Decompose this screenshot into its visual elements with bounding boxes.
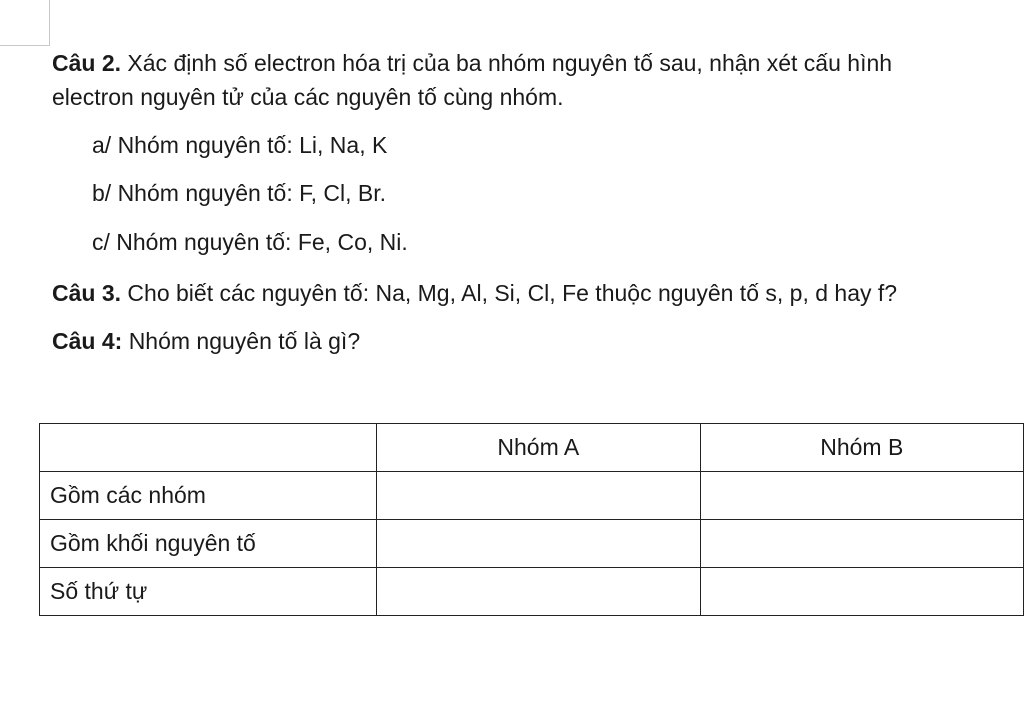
table-header-row xyxy=(40,424,1024,472)
table-header-cell: Nhóm A xyxy=(377,424,700,472)
question-2-label: Câu 2. xyxy=(52,50,122,76)
table-cell xyxy=(700,520,1024,568)
question-2-item-a: a/ Nhóm nguyên tố: Li, Na, K xyxy=(92,132,388,158)
question-2-line-2: electron nguyên tử của các nguyên tố cùng nhóm. xyxy=(52,84,564,110)
question-2-line-1 xyxy=(52,47,892,79)
page-corner-mark xyxy=(0,0,50,46)
table-row xyxy=(40,568,1024,616)
table-header-cell: Nhóm B xyxy=(700,424,1024,472)
table-row xyxy=(40,472,1024,520)
question-3-label: Câu 3. xyxy=(52,280,122,306)
comparison-table xyxy=(39,423,1024,616)
question-2-item-b: b/ Nhóm nguyên tố: F, Cl, Br. xyxy=(92,180,387,206)
table-row-label: Gồm khối nguyên tố xyxy=(40,520,377,568)
question-3 xyxy=(52,277,897,309)
table-row xyxy=(40,520,1024,568)
question-4 xyxy=(52,325,360,357)
table-cell xyxy=(377,472,700,520)
table-cell xyxy=(377,520,700,568)
table-row-label: Số thứ tự xyxy=(40,568,377,616)
question-3-text: Cho biết các nguyên tố: Na, Mg, Al, Si, Cl, Fe thuộc nguyên tố s, p, d hay f? xyxy=(127,280,898,306)
table-cell xyxy=(700,472,1024,520)
table-cell xyxy=(377,568,700,616)
question-4-text: Nhóm nguyên tố là gì? xyxy=(128,328,361,354)
table-row-label: Gồm các nhóm xyxy=(40,472,377,520)
question-4-label: Câu 4: xyxy=(52,328,123,354)
question-2-text: Xác định số electron hóa trị của ba nhóm nguyên tố sau, nhận xét cấu hình xyxy=(127,50,893,76)
table-header-cell xyxy=(40,424,377,472)
question-2-item-c: c/ Nhóm nguyên tố: Fe, Co, Ni. xyxy=(92,229,408,255)
table-cell xyxy=(700,568,1024,616)
